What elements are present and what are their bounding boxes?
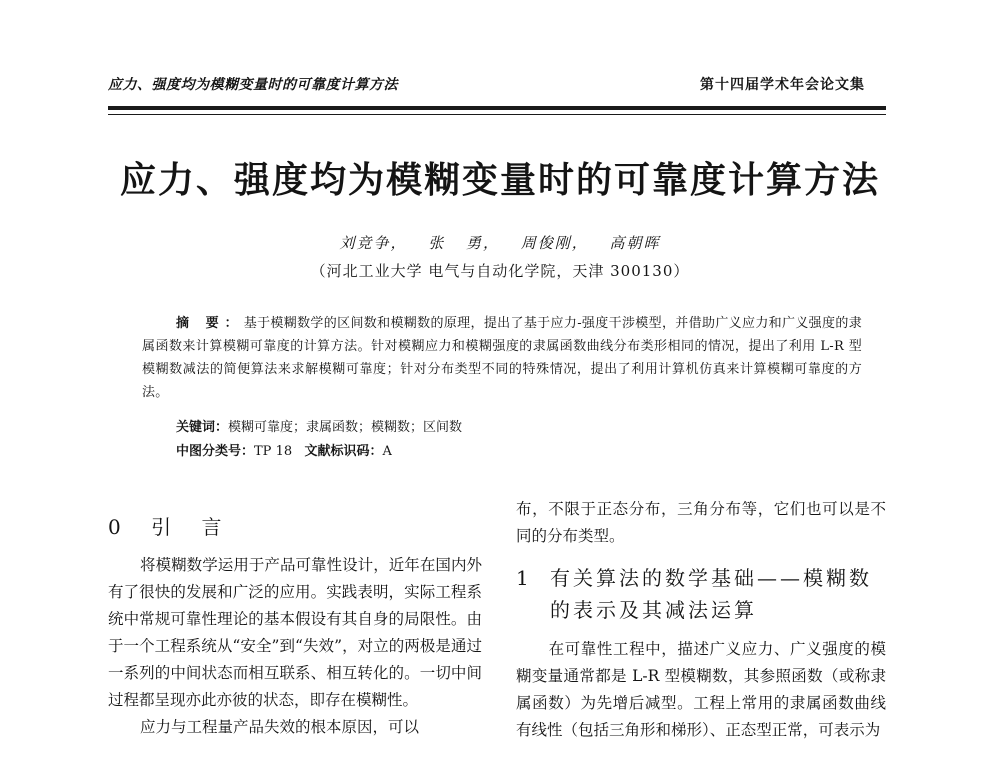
keywords xyxy=(176,416,462,439)
paper-title: 应力、强度均为模糊变量时的可靠度计算方法 xyxy=(119,160,880,201)
classification xyxy=(176,440,392,463)
section-1-title-line-2: 的表示及其减法运算 xyxy=(550,598,757,622)
right-column-continued: 布，不限于正态分布，三角分布等，它们也可以是不同的分布类型。 xyxy=(516,500,886,545)
section-0-paragraph-2-text: 应力与工程量产品失效的根本原因，可以 xyxy=(140,718,420,736)
doc-code-label: 文献标识码： xyxy=(304,444,383,459)
section-1-title-line-1: 有关算法的数学基础——模糊数 xyxy=(550,566,872,590)
paper-authors: 刘竞争， 张 勇， 周俊刚， 高朝晖 xyxy=(339,234,661,252)
abstract-text: 基于模糊数学的区间数和模糊数的原理，提出了基于应力-强度干涉模型，并借助广义应力和广义强度的隶属函数来计算模糊可靠度的计算方法。针对模糊应力和模糊强度的隶属函数曲线分布类形相同的情况，提出了利用 L-R 型模糊数减法的简便算法来求解模糊可靠度；针对分布类型不同的特殊情况，提出了利用计算机仿真来计算模糊可靠度的方法。 xyxy=(142,316,863,400)
classification-value: TP 18 xyxy=(254,444,293,459)
abstract-label: 摘 要： xyxy=(176,316,244,331)
section-1-body xyxy=(516,636,886,744)
header-rule-thick xyxy=(108,106,886,110)
section-0-paragraph-1 xyxy=(108,552,482,714)
header-rule-thin xyxy=(108,114,886,115)
proceedings-name: 第十四届学术年会论文集 xyxy=(700,77,865,93)
running-title: 应力、强度均为模糊变量时的可靠度计算方法 xyxy=(108,77,398,93)
classification-label: 中图分类号： xyxy=(176,444,255,459)
section-1-number: 1 xyxy=(516,566,532,590)
section-0-paragraph-1-text: 将模糊数学运用于产品可靠性设计，近年在国内外有了很快的发展和广泛的应用。实践表明，实际工程系统中常规可靠性理论的基本假设有其自身的局限性。由于一个工程系统从“安全”到“失效”，对立的两极是通过一系列的中间状态而相互联系、相互转化的。一切中间过程都呈现亦此亦彼的状态，即存在模糊性。 xyxy=(108,556,482,709)
paper-affiliation: （河北工业大学 电气与自动化学院，天津 300130） xyxy=(310,262,690,280)
section-0-heading: 0 引 言 xyxy=(108,515,234,539)
abstract xyxy=(142,312,862,404)
section-0-body xyxy=(108,552,482,741)
doc-code-value: A xyxy=(382,444,392,459)
section-1-heading xyxy=(516,562,886,626)
section-0-paragraph-2 xyxy=(108,714,482,741)
section-1-paragraph-1: 在可靠性工程中，描述广义应力、广义强度的模糊变量通常都是 L-R 型模糊数，其参照函数（或称隶属函数）为先增后减型。工程上常用的隶属函数曲线有线性（包括三角形和梯形）、正态型正常，可表示为 xyxy=(516,640,886,739)
keywords-label: 关键词： xyxy=(176,420,229,435)
keywords-text: 模糊可靠度；隶属函数；模糊数；区间数 xyxy=(228,420,463,435)
